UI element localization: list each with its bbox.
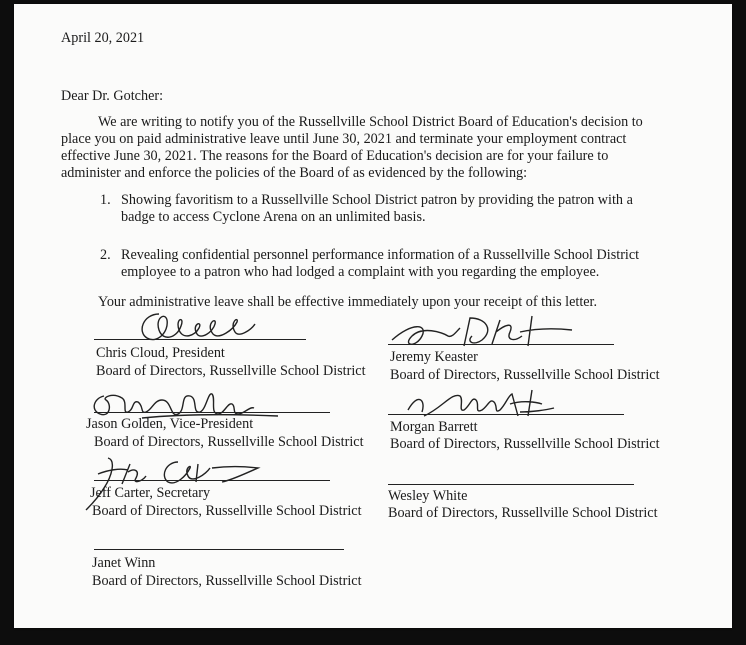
signatory-board: Board of Directors, Russellville School District [390, 367, 660, 383]
letter-date: April 20, 2021 [61, 30, 145, 46]
signature-line [388, 484, 634, 485]
signatory-name: Jeff Carter, Secretary [90, 485, 211, 501]
signatory-board: Board of Directors, Russellville School District [92, 503, 362, 519]
paragraph-line: effective June 30, 2021. The reasons for the Board of Education's decision are for your failure to [61, 148, 609, 164]
signatory-name: Janet Winn [92, 555, 156, 571]
signatory-name: Jason Golden, Vice-President [86, 416, 254, 432]
reason-line: Showing favoritism to a Russellville School District patron by providing the patron with a [121, 192, 633, 208]
signature-line [94, 480, 330, 481]
signatory-name: Morgan Barrett [390, 419, 478, 435]
signature-chris-cloud [129, 302, 269, 350]
closing-sentence: Your administrative leave shall be effective immediately upon your receipt of this letter. [98, 294, 598, 310]
paragraph-line: place you on paid administrative leave until June 30, 2021 and terminate your employment contract [61, 131, 627, 147]
letter-page [14, 4, 732, 628]
signature-line [94, 549, 344, 550]
signatory-board: Board of Directors, Russellville School District [94, 434, 364, 450]
reason-number: 2. [100, 247, 111, 263]
signatory-board: Board of Directors, Russellville School District [92, 573, 362, 589]
reason-line: badge to access Cyclone Arena on an unlimited basis. [121, 209, 426, 225]
reason-number: 1. [100, 192, 111, 208]
signatory-name: Chris Cloud, President [96, 345, 225, 361]
paragraph-line: administer and enforce the policies of the Board of as evidenced by the following: [61, 165, 528, 181]
signature-line [388, 414, 624, 415]
signature-line [94, 412, 330, 413]
signatory-board: Board of Directors, Russellville School District [388, 505, 658, 521]
signature-line [94, 339, 306, 340]
paragraph-line: We are writing to notify you of the Russellville School District Board of Education's decision to [98, 114, 643, 130]
reason-line: Revealing confidential personnel performance information of a Russellville School District [121, 247, 640, 263]
signatory-board: Board of Directors, Russellville School District [390, 436, 660, 452]
reason-line: employee to a patron who had lodged a complaint with you regarding the employee. [121, 264, 600, 280]
salutation: Dear Dr. Gotcher: [61, 88, 164, 104]
signatory-board: Board of Directors, Russellville School District [96, 363, 366, 379]
signatory-name: Wesley White [388, 488, 468, 504]
signature-line [388, 344, 614, 345]
signatory-name: Jeremy Keaster [390, 349, 478, 365]
